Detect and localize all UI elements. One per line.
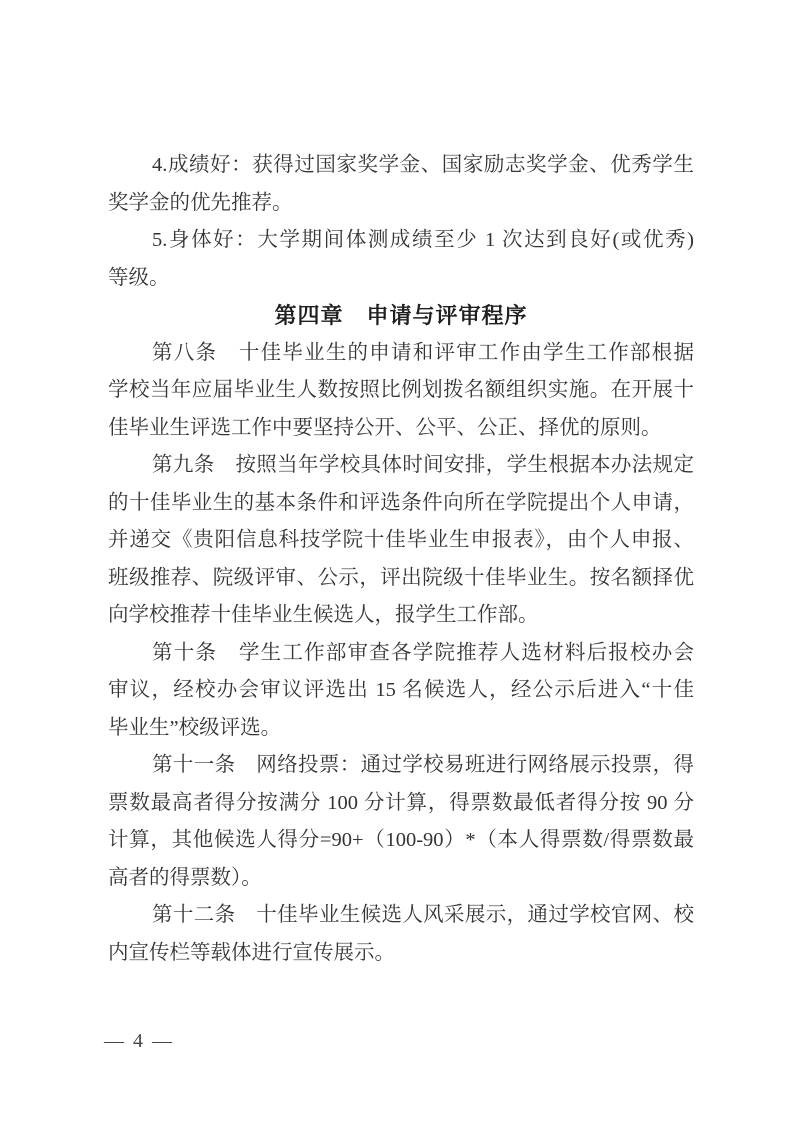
document-line: 票数最高者得分按满分 100 分计算，得票数最低者得分按 90 分 bbox=[108, 791, 694, 814]
document-body bbox=[108, 147, 694, 972]
document-line: 审议，经校办会审议评选出 15 名候选人，经公示后进入“十佳 bbox=[108, 679, 694, 701]
document-line: 第十条 学生工作部审查各学院推荐人选材料后报校办会 bbox=[152, 641, 694, 664]
chapter-heading: 第四章 申请与评审程序 bbox=[274, 303, 528, 328]
document-line: 向学校推荐十佳毕业生候选人，报学生工作部。 bbox=[108, 604, 539, 626]
document-line: 计算，其他候选人得分=90+（100-90）*（本人得票数/得票数最 bbox=[108, 829, 694, 851]
document-line: 第十二条 十佳毕业生候选人风采展示，通过学校官网、校 bbox=[152, 904, 694, 926]
document-line: 第八条 十佳毕业生的申请和评审工作由学生工作部根据 bbox=[152, 341, 694, 364]
document-line: 的十佳毕业生的基本条件和评选条件向所在学院提出个人申请， bbox=[108, 491, 694, 514]
document-line: 第九条 按照当年学校具体时间安排，学生根据本办法规定 bbox=[152, 454, 694, 476]
document-line: 5.身体好：大学期间体测成绩至少 1 次达到良好(或优秀) bbox=[152, 229, 694, 251]
document-line: 内宣传栏等载体进行宣传展示。 bbox=[108, 941, 395, 964]
document-line: 佳毕业生评选工作中要坚持公开、公平、公正、择优的原则。 bbox=[108, 416, 662, 439]
page-number: — 4 — bbox=[104, 1030, 174, 1052]
document-line: 学校当年应届毕业生人数按照比例划拨名额组织实施。在开展十 bbox=[108, 379, 694, 401]
document-line: 4.成绩好：获得过国家奖学金、国家励志奖学金、优秀学生 bbox=[152, 154, 694, 176]
document-line: 毕业生”校级评选。 bbox=[108, 716, 282, 739]
document-line: 等级。 bbox=[108, 266, 170, 289]
document-line: 并递交《贵阳信息科技学院十佳毕业生申报表》，由个人申报、 bbox=[108, 529, 694, 551]
document-line: 班级推荐、院级评审、公示，评出院级十佳毕业生。按名额择优 bbox=[108, 566, 694, 589]
document-line: 奖学金的优先推荐。 bbox=[108, 191, 293, 214]
document-line: 高者的得票数）。 bbox=[108, 866, 262, 889]
document-line: 第十一条 网络投票：通过学校易班进行网络展示投票，得 bbox=[152, 754, 694, 776]
